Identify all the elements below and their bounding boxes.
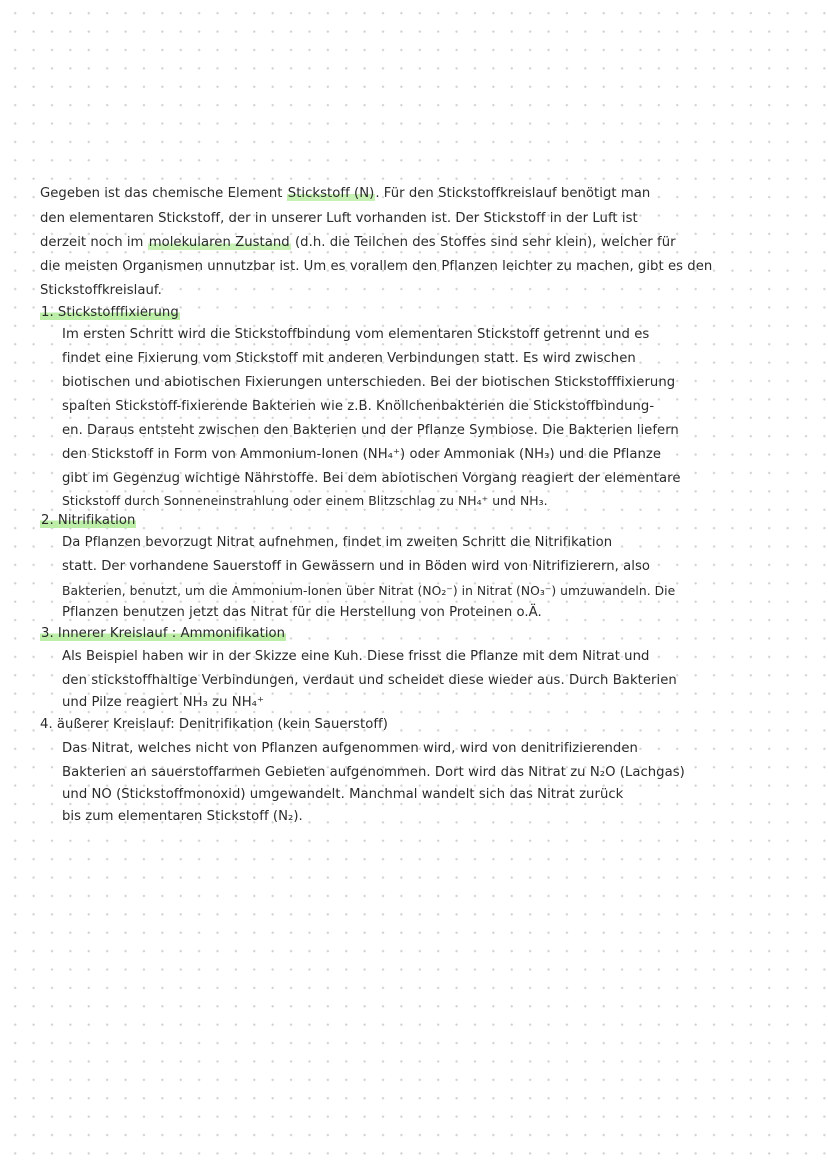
intro-line-1-post: . Für den Stickstoffkreislauf benötigt man <box>375 186 651 201</box>
section-4-line-3: und NO (Stickstoffmonoxid) umgewandelt. Manchmal wandelt sich das Nitrat zurück <box>62 787 624 802</box>
highlight-molekularer-zustand: molekularen Zustand <box>148 235 290 250</box>
intro-line-4-text: die meisten Organismen unnutzbar ist. Um es vorallem den Pflanzen leichter zu machen, gibt es den <box>40 259 713 274</box>
section-1-line-4: spalten Stickstoff-fixierende Bakterien wie z.B. Knöllchenbakterien die Stickstoffbindung- <box>62 399 655 414</box>
intro-line-4 <box>40 258 712 276</box>
intro-line-2 <box>40 210 638 228</box>
section-3-heading-text: 3. Innerer Kreislauf : Ammonifikation <box>41 626 286 641</box>
intro-line-2-text: den elementaren Stickstoff, der in unserer Luft vorhanden ist. Der Stickstoff in der Luft ist <box>40 211 638 226</box>
section-1-line-3: biotischen und abiotischen Fixierungen unterschieden. Bei der biotischen Stickstofffixierung <box>62 375 676 390</box>
section-3-line-2: den stickstoffhaltige Verbindungen, verdaut und scheidet diese wieder aus. Durch Bakterien <box>62 673 677 688</box>
highlight-stickstoff: Stickstoff (N) <box>287 186 375 201</box>
section-2-line-2: statt. Der vorhandene Sauerstoff in Gewässern und in Böden wird von Nitrifizierern, also <box>62 559 650 574</box>
intro-line-3-post: (d.h. die Teilchen des Stoffes sind sehr klein), welcher für <box>290 235 676 250</box>
section-1-line-2: findet eine Fixierung vom Stickstoff mit anderen Verbindungen statt. Es wird zwischen <box>62 351 636 366</box>
section-4-line-2: Bakterien an sauerstoffarmen Gebieten aufgenommen. Dort wird das Nitrat zu N₂O (Lachgas) <box>62 765 685 780</box>
section-3-line-3: und Pilze reagiert NH₃ zu NH₄⁺ <box>62 695 265 710</box>
section-2-heading-text: 2. Nitrifikation <box>41 513 136 528</box>
section-2-line-3: Bakterien, benutzt, um die Ammonium-Ionen über Nitrat (NO₂⁻) in Nitrat (NO₃⁻) umzuwandeln. Die <box>62 584 676 598</box>
section-1-heading-text: 1. Stickstofffixierung <box>41 305 179 320</box>
section-4-line-1: Das Nitrat, welches nicht von Pflanzen aufgenommen wird, wird von denitrifizierenden <box>62 741 638 756</box>
section-1-line-8: Stickstoff durch Sonneneinstrahlung oder einem Blitzschlag zu NH₄⁺ und NH₃. <box>62 493 548 508</box>
section-1-line-6: den Stickstoff in Form von Ammonium-Ionen (NH₄⁺) oder Ammoniak (NH₃) und die Pflanze <box>62 447 662 462</box>
section-1-line-1: Im ersten Schritt wird die Stickstoffbindung vom elementaren Stickstoff getrennt und es <box>62 327 650 342</box>
section-3-line-1: Als Beispiel haben wir in der Skizze eine Kuh. Diese frisst die Pflanze mit dem Nitrat und <box>62 649 650 664</box>
section-2-line-1: Da Pflanzen bevorzugt Nitrat aufnehmen, findet im zweiten Schritt die Nitrifikation <box>62 535 613 550</box>
section-1-line-7: gibt im Gegenzug wichtige Nährstoffe. Bei dem abiotischen Vorgang reagiert der elementare <box>62 471 681 486</box>
intro-line-5-text: Stickstoffkreislauf. <box>40 283 162 298</box>
intro-line-1-pre: Gegeben ist das chemische Element <box>40 186 287 201</box>
section-1-line-5: en. Daraus entsteht zwischen den Bakterien und der Pflanze Symbiose. Die Bakterien liefern <box>62 423 679 438</box>
section-4-heading: 4. äußerer Kreislauf: Denitrifikation (kein Sauerstoff) <box>40 717 388 732</box>
intro-line-5 <box>40 282 162 300</box>
section-2-line-4: Pflanzen benutzen jetzt das Nitrat für die Herstellung von Proteinen o.Ä. <box>62 605 542 620</box>
section-1-heading <box>40 304 180 322</box>
section-2-heading <box>40 512 136 530</box>
section-3-heading <box>40 625 286 643</box>
intro-line-3-pre: derzeit noch im <box>40 235 148 250</box>
intro-line-3 <box>40 234 676 252</box>
intro-line-1 <box>40 185 650 203</box>
section-4-line-4: bis zum elementaren Stickstoff (N₂). <box>62 809 303 824</box>
